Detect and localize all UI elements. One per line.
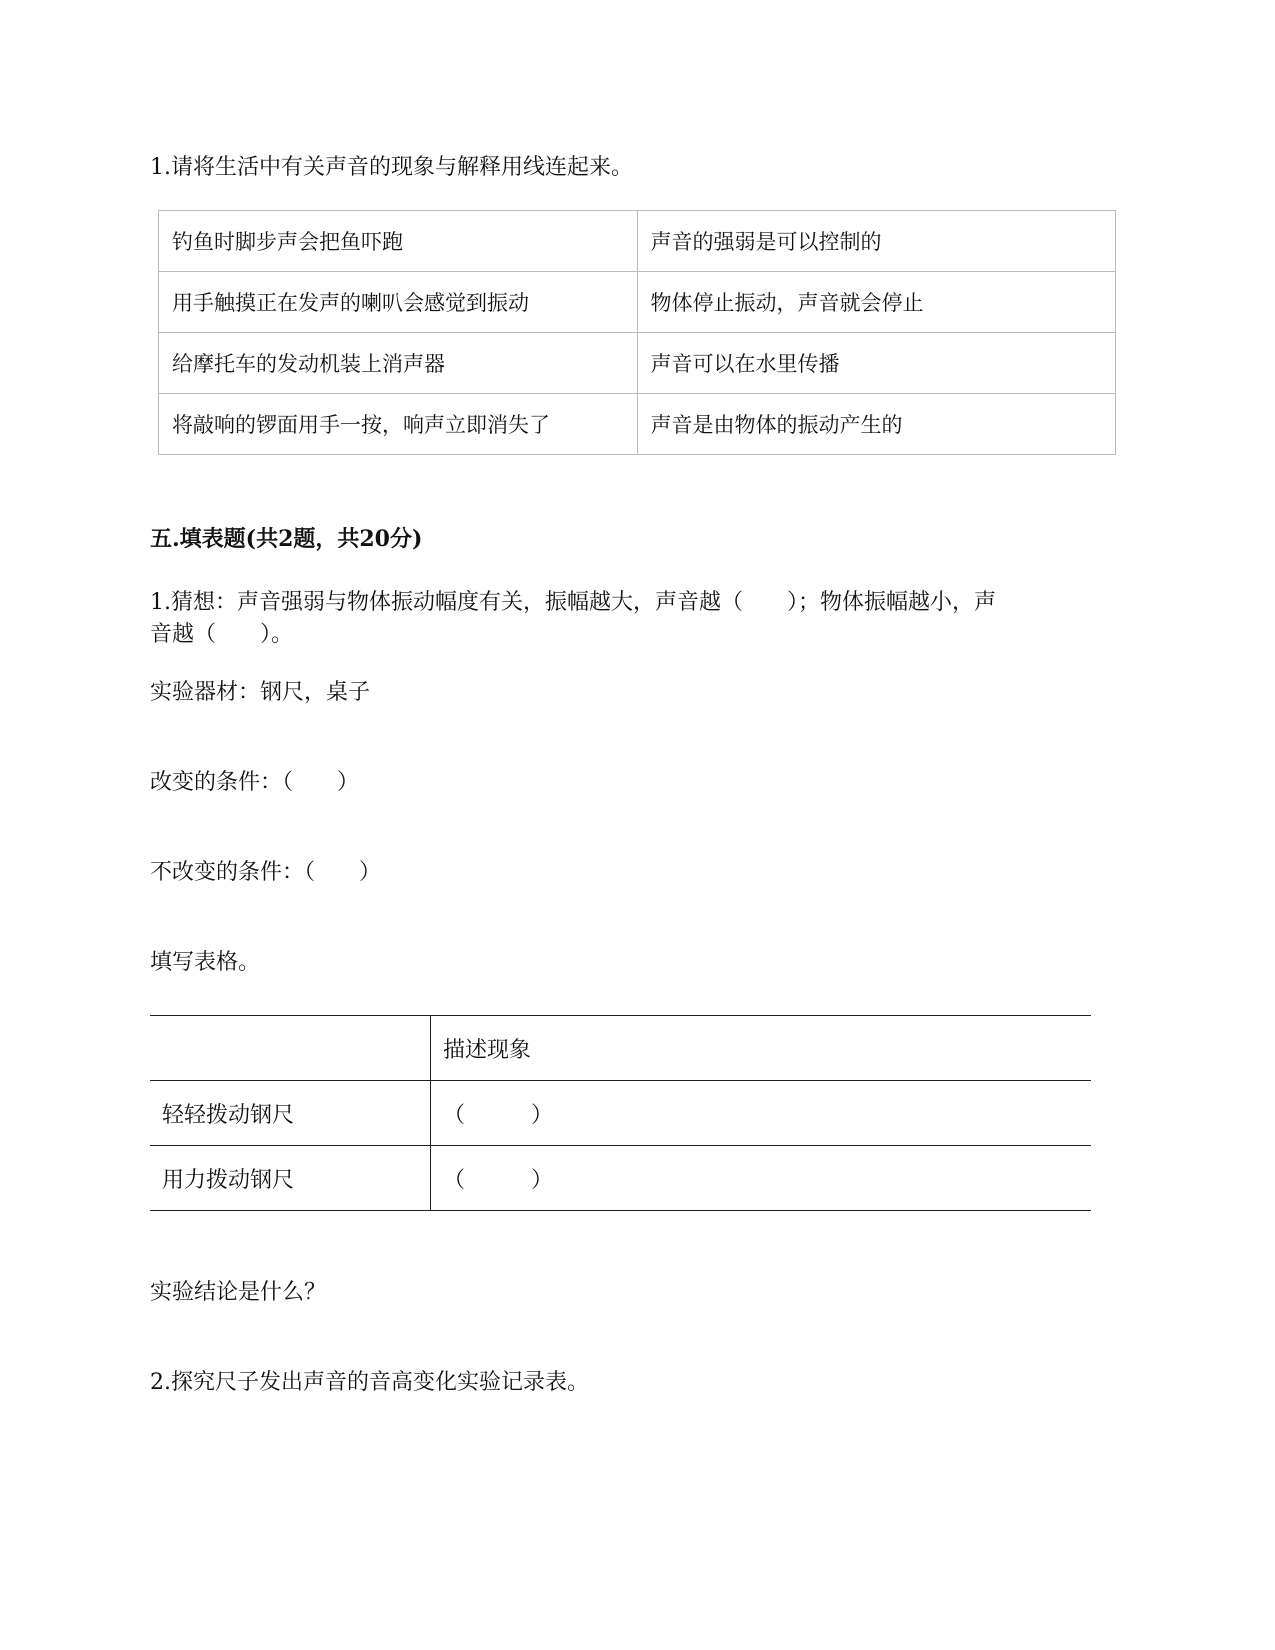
- table-row: [150, 1146, 1091, 1211]
- table-row: [159, 333, 1116, 394]
- explanation: 声音是由物体的振动产生的: [637, 394, 1116, 455]
- explanation: 物体停止振动，声音就会停止: [637, 272, 1116, 333]
- row-label: 用力拨动钢尺: [150, 1146, 431, 1211]
- phenomenon: 钓鱼时脚步声会把鱼吓跑: [159, 211, 638, 272]
- table-row: [159, 394, 1116, 455]
- question-text: 音越（ ）。: [150, 622, 294, 647]
- header-cell: 描述现象: [431, 1016, 1092, 1081]
- phenomenon: 用手触摸正在发声的喇叭会感觉到振动: [159, 272, 638, 333]
- matching-table: [158, 210, 1116, 455]
- table-row: [150, 1081, 1091, 1146]
- fill-table: [150, 1015, 1091, 1211]
- explanation: 声音可以在水里传播: [637, 333, 1116, 394]
- header-cell: [150, 1016, 431, 1081]
- phenomenon: 给摩托车的发动机装上消声器: [159, 333, 638, 394]
- unchanged-condition: 不改变的条件：（ ）: [150, 860, 382, 885]
- question-title: 2.探究尺子发出声音的音高变化实验记录表。: [150, 1370, 589, 1395]
- question-text: 1.猜想：声音强弱与物体振动幅度有关，振幅越大，声音越（ ）；物体振幅越小，声: [150, 590, 996, 615]
- phenomenon: 将敲响的锣面用手一按，响声立即消失了: [159, 394, 638, 455]
- table-row: [159, 211, 1116, 272]
- question-title: 1.请将生活中有关声音的现象与解释用线连起来。: [150, 155, 633, 180]
- fill-instruction: 填写表格。: [150, 950, 261, 975]
- conclusion-question: 实验结论是什么？: [150, 1280, 327, 1305]
- answer-blank[interactable]: （ ）: [431, 1081, 1092, 1146]
- changed-condition: 改变的条件：（ ）: [150, 770, 360, 795]
- section-heading: 五.填表题(共2题，共20分): [150, 526, 423, 552]
- table-row: [150, 1016, 1091, 1081]
- row-label: 轻轻拨动钢尺: [150, 1081, 431, 1146]
- answer-blank[interactable]: （ ）: [431, 1146, 1092, 1211]
- table-row: [159, 272, 1116, 333]
- explanation: 声音的强弱是可以控制的: [637, 211, 1116, 272]
- materials: 实验器材：钢尺，桌子: [150, 680, 371, 705]
